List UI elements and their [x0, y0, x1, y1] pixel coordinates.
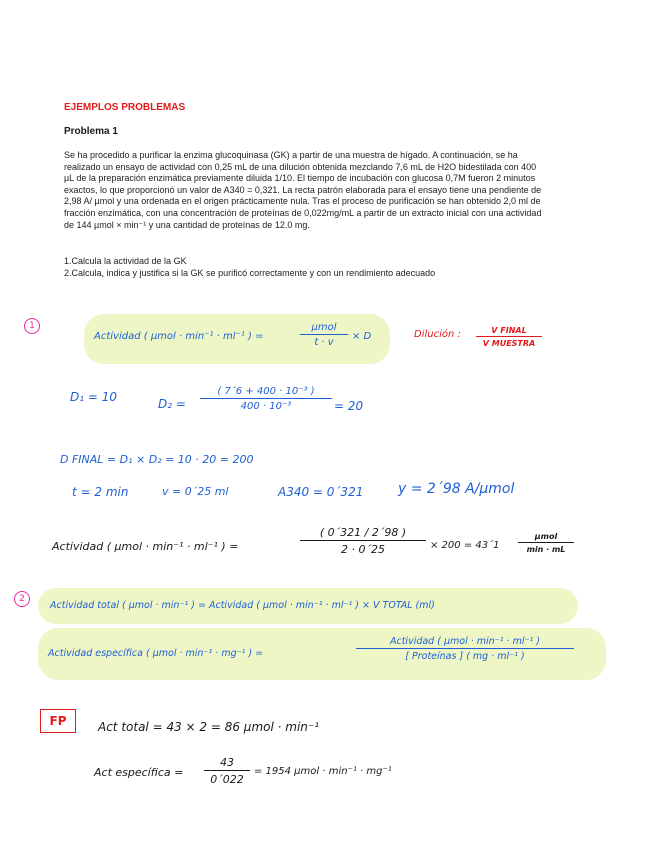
act-specific-result: = 1954 µmol · min⁻¹ · mg⁻¹: [254, 766, 392, 777]
activity-calc-fraction: [300, 526, 426, 556]
activity-calc-result: × 200 = 43´1: [430, 540, 500, 551]
d2-label: D₂ =: [158, 397, 186, 411]
step-1-marker: 1: [24, 318, 40, 334]
dilution-label: Dilución :: [414, 329, 461, 340]
problem-title: Problema 1: [64, 126, 118, 137]
specific-activity-denominator: [ Proteínas ] ( mg · ml⁻¹ ): [405, 651, 525, 662]
d1-value: D₁ = 10: [70, 390, 118, 404]
activity-calc-left: Actividad ( µmol · min⁻¹ · ml⁻¹ ) =: [52, 540, 239, 553]
given-volume: v = 0´25 ml: [162, 485, 229, 498]
activity-formula-tail: × D: [352, 331, 372, 342]
activity-unit-denominator: min · mL: [526, 545, 566, 554]
d2-numerator: ( 7´6 + 400 · 10⁻³ ): [200, 386, 332, 399]
activity-unit-numerator: µmol: [518, 532, 574, 543]
act-specific-numerator: 43: [204, 756, 250, 771]
question-2: 2.Calcula, indica y justifica si la GK se purificó correctamente y con un rendimiento adecuado: [64, 268, 436, 278]
activity-formula-fraction: [300, 322, 348, 348]
specific-activity-numerator: Actividad ( µmol · min⁻¹ · ml⁻¹ ): [356, 636, 574, 649]
activity-unit-fraction: [518, 532, 574, 554]
specific-activity-fraction: [356, 636, 574, 662]
dilution-denominator: V MUESTRA: [482, 339, 536, 348]
act-specific-fraction: [204, 756, 250, 786]
activity-calc-numerator: ( 0´321 / 2´98 ): [300, 526, 426, 541]
total-activity-formula: Actividad total ( µmol · min⁻¹ ) = Actividad ( µmol · min⁻¹ · ml⁻¹ ) × V TOTAL (ml): [50, 600, 435, 611]
given-time: t = 2 min: [72, 485, 129, 499]
fp-label: FP: [40, 709, 76, 733]
step-2-marker: 2: [14, 591, 30, 607]
dilution-fraction: [476, 326, 542, 348]
question-1: 1.Calcula la actividad de la GK: [64, 256, 187, 266]
d2-result: = 20: [334, 399, 364, 413]
activity-calc-denominator: 2 · 0´25: [341, 543, 385, 556]
given-slope: y = 2´98 A/µmol: [398, 481, 515, 497]
act-specific-left: Act específica =: [94, 766, 184, 779]
activity-formula-denominator: t · v: [314, 337, 334, 348]
act-specific-denominator: 0´022: [210, 773, 244, 786]
activity-formula-left: Actividad ( µmol · min⁻¹ · ml⁻¹ ) =: [94, 331, 264, 342]
act-total-result: Act total = 43 × 2 = 86 µmol · min⁻¹: [98, 720, 320, 734]
dilution-numerator: V FINAL: [476, 326, 542, 337]
given-absorbance: A340 = 0´321: [278, 485, 364, 499]
dilution-final: D FINAL = D₁ × D₂ = 10 · 20 = 200: [60, 453, 254, 466]
section-heading: EJEMPLOS PROBLEMAS: [64, 102, 186, 113]
activity-formula-numerator: µmol: [300, 322, 348, 335]
problem-statement: Se ha procedido a purificar la enzima glucoquinasa (GK) a partir de una muestra de hígado. A continuación, se ha realizado un ensayo de actividad con 0,25 mL de una dilución obtenida mezclando 7,6 mL de H2O bidestilada con 400 µL de la preparación enzimática previamente diluida 1/10. El tiempo de incubación con glucosa 0,7M fueron 2 minutos exactos, lo que proporcionó un valor de A340 = 0,321. La recta patrón elaborada para el ensayo tiene una pendiente de 2,98 A/ µmol y una ordenada en el origen prácticamente nula. Tras el proceso de purificación se han obtenido 2,0 ml de fracción enzimática, con una concentración de proteínas de 0,022mg/mL a partir de un extracto inicial con una actividad de 144 µmol × min⁻¹ y una cantidad de proteínas de 12.0 mg.: [64, 150, 542, 230]
d2-fraction: [200, 386, 332, 412]
d2-denominator: 400 · 10⁻³: [240, 401, 292, 412]
specific-activity-left: Actividad específica ( µmol · min⁻¹ · mg⁻¹ ) =: [48, 648, 264, 659]
